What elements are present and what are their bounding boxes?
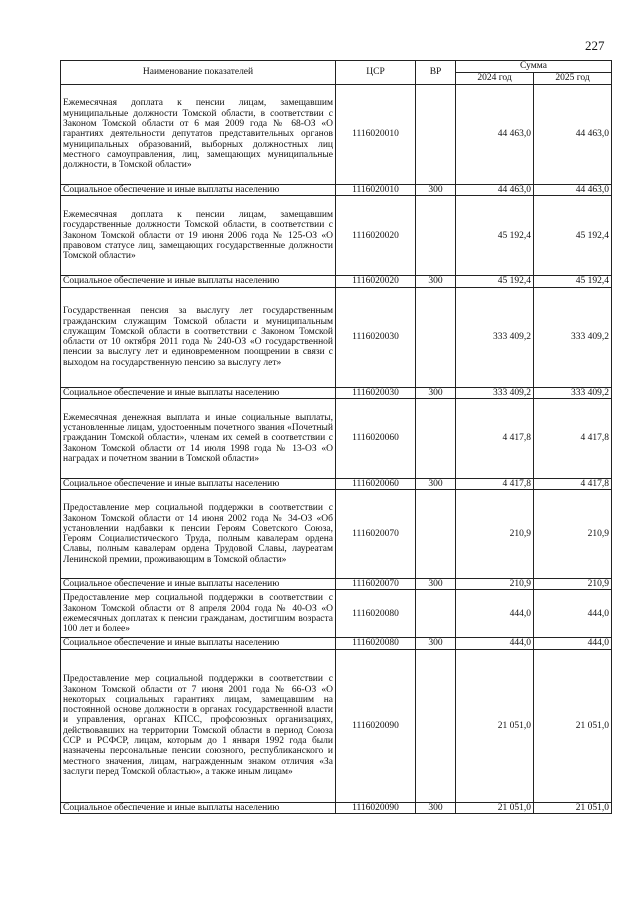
row-2025: 210,9 <box>534 490 612 579</box>
row-vr: 300 <box>416 387 456 398</box>
row-name: Предоставление мер социальной поддержки в соответствии с Законом Томской области от 14 июня 2002 года № 34-ОЗ «Об установлении надбавки к пенсии Героям Советского Союза, Героям Социалистического Труда, полным кавалерам ордена Славы, полным кавалерам ордена Трудовой Славы, лауреатам Ленинской премии, проживающим в Томской области» <box>61 490 336 579</box>
table-row <box>61 276 612 287</box>
table-row <box>61 490 612 579</box>
header-sum: Сумма <box>456 61 612 73</box>
row-csr: 1116020020 <box>336 196 416 276</box>
row-2024: 210,9 <box>456 490 534 579</box>
row-2025: 4 417,8 <box>534 398 612 478</box>
row-name: Предоставление мер социальной поддержки в соответствии с Законом Томской области от 8 апреля 2004 года № 40-ОЗ «О ежемесячных доплатах к пенсии гражданам, достигшим возраста 100 лет и более» <box>61 590 336 638</box>
row-vr: 300 <box>416 185 456 196</box>
row-name: Социальное обеспечение и иные выплаты населению <box>61 387 336 398</box>
row-2024: 45 192,4 <box>456 276 534 287</box>
row-2024: 44 463,0 <box>456 85 534 185</box>
row-2024: 4 417,8 <box>456 398 534 478</box>
row-vr <box>416 490 456 579</box>
table-row <box>61 185 612 196</box>
row-2025: 45 192,4 <box>534 276 612 287</box>
row-2025: 44 463,0 <box>534 185 612 196</box>
row-2025: 333 409,2 <box>534 387 612 398</box>
table-row <box>61 398 612 478</box>
row-2024: 333 409,2 <box>456 287 534 387</box>
table-row <box>61 287 612 387</box>
row-csr: 1116020020 <box>336 276 416 287</box>
row-2025: 210,9 <box>534 579 612 590</box>
row-csr: 1116020070 <box>336 579 416 590</box>
row-csr: 1116020090 <box>336 802 416 813</box>
row-name: Ежемесячная денежная выплата и иные социальные выплаты, установленные лицам, удостоенным почетного звания «Почетный гражданин Томской области», членам их семей в соответствии с Законом Томской области от 14 июля 1998 года № 13-ОЗ «О наградах и почетном звании в Томской области» <box>61 398 336 478</box>
page-number: 227 <box>585 38 605 53</box>
table-row <box>61 649 612 802</box>
header-csr: ЦСР <box>336 61 416 85</box>
row-2024: 45 192,4 <box>456 196 534 276</box>
row-2025: 444,0 <box>534 590 612 638</box>
row-vr: 300 <box>416 638 456 649</box>
row-2024: 4 417,8 <box>456 478 534 489</box>
row-csr: 1116020080 <box>336 638 416 649</box>
budget-table <box>60 60 612 814</box>
row-name: Социальное обеспечение и иные выплаты населению <box>61 638 336 649</box>
row-2025: 21 051,0 <box>534 802 612 813</box>
row-vr: 300 <box>416 579 456 590</box>
row-2025: 44 463,0 <box>534 85 612 185</box>
row-vr <box>416 85 456 185</box>
row-vr <box>416 590 456 638</box>
row-csr: 1116020030 <box>336 387 416 398</box>
row-2025: 333 409,2 <box>534 287 612 387</box>
row-name: Социальное обеспечение и иные выплаты населению <box>61 579 336 590</box>
row-name: Государственная пенсия за выслугу лет государственным гражданским служащим Томской области и муниципальным служащим Томской области в соответствии с Законом Томской области от 10 октября 2011 года № 240-ОЗ «О государственной пенсии за выслугу лет и единовременном поощрении в связи с выходом на государственную пенсию за выслугу лет» <box>61 287 336 387</box>
row-2024: 21 051,0 <box>456 649 534 802</box>
table-row <box>61 387 612 398</box>
table-row <box>61 85 612 185</box>
row-csr: 1116020080 <box>336 590 416 638</box>
table-row <box>61 196 612 276</box>
row-name: Социальное обеспечение и иные выплаты населению <box>61 185 336 196</box>
table-row <box>61 802 612 813</box>
row-csr: 1116020010 <box>336 185 416 196</box>
row-2024: 444,0 <box>456 590 534 638</box>
row-vr: 300 <box>416 802 456 813</box>
header-year-2024: 2024 год <box>456 73 534 85</box>
row-csr: 1116020030 <box>336 287 416 387</box>
table-row <box>61 478 612 489</box>
row-vr <box>416 287 456 387</box>
header-year-2025: 2025 год <box>534 73 612 85</box>
row-2024: 444,0 <box>456 638 534 649</box>
row-name: Социальное обеспечение и иные выплаты населению <box>61 276 336 287</box>
row-2024: 210,9 <box>456 579 534 590</box>
row-name: Социальное обеспечение и иные выплаты населению <box>61 802 336 813</box>
row-2025: 444,0 <box>534 638 612 649</box>
row-vr <box>416 398 456 478</box>
row-vr <box>416 196 456 276</box>
row-2024: 21 051,0 <box>456 802 534 813</box>
header-vr: ВР <box>416 61 456 85</box>
row-2025: 21 051,0 <box>534 649 612 802</box>
row-name: Социальное обеспечение и иные выплаты населению <box>61 478 336 489</box>
row-vr <box>416 649 456 802</box>
table-row <box>61 638 612 649</box>
header-name: Наименование показателей <box>61 61 336 85</box>
row-csr: 1116020070 <box>336 490 416 579</box>
row-2024: 44 463,0 <box>456 185 534 196</box>
row-csr: 1116020060 <box>336 478 416 489</box>
row-2025: 4 417,8 <box>534 478 612 489</box>
table-row <box>61 579 612 590</box>
row-2024: 333 409,2 <box>456 387 534 398</box>
row-name: Предоставление мер социальной поддержки в соответствии с Законом Томской области от 7 июня 2001 года № 66-ОЗ «О некоторых социальных гарантиях лицам, замещавшим на постоянной основе должности в органах государственной власти и управления, органах КПСС, профсоюзных организациях, действовавших на территории Томской области в период Союза ССР и РСФСР, лицам, которым до 1 января 1992 года были назначены персональные пенсии союзного, республиканского и местного значения, лицам, награжденным знаком отличия «За заслуги перед Томской областью», а также иным лицам» <box>61 649 336 802</box>
table-row <box>61 590 612 638</box>
row-name: Ежемесячная доплата к пенсии лицам, замещавшим муниципальные должности Томской области, в соответствии с Законом Томской области от 6 мая 2009 года № 68-ОЗ «О гарантиях деятельности депутатов представительных органов муниципальных образований, выборных должностных лиц местного самоуправления, лиц, замещающих муниципальные должности, в Томской области» <box>61 85 336 185</box>
row-vr: 300 <box>416 478 456 489</box>
row-2025: 45 192,4 <box>534 196 612 276</box>
row-vr: 300 <box>416 276 456 287</box>
row-name: Ежемесячная доплата к пенсии лицам, замещавшим государственные должности Томской области, в соответствии с Законом Томской области от 19 июня 2006 года № 125-ОЗ «О правовом статусе лиц, замещающих государственные должности Томской области» <box>61 196 336 276</box>
row-csr: 1116020060 <box>336 398 416 478</box>
row-csr: 1116020090 <box>336 649 416 802</box>
row-csr: 1116020010 <box>336 85 416 185</box>
